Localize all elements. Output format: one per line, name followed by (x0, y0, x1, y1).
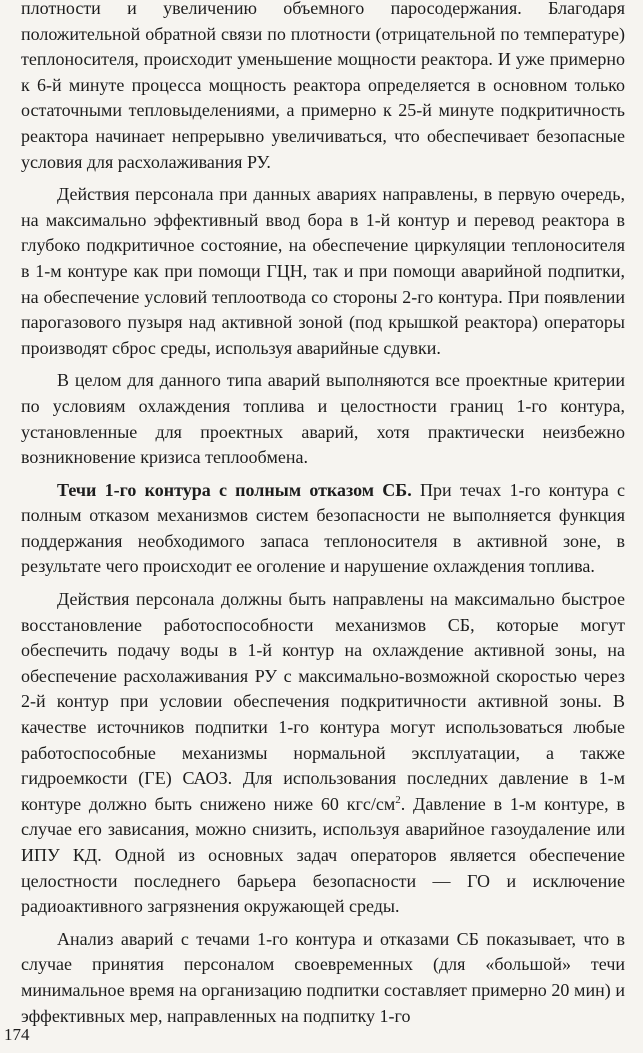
paragraph-4 (21, 478, 625, 580)
paragraph-5 (21, 587, 625, 920)
paragraph-2 (21, 182, 625, 361)
paragraph-5-text-after: . Давление в 1-м контуре, в случае его зависания, можно снизить, используя аварийное газоудаление или ИПУ КД. Одной из основных задач операторов является обеспечение целостности последнего барьера безопасности — ГО и исключение радиоактивного загрязнения окружающей среды. (21, 793, 625, 917)
section-heading-inline: Течи 1-го контура с полным отказом СБ. (57, 479, 412, 500)
paragraph-1-text: плотности и увеличению объемного паросодержания. Благодаря положительной обратной связи по плотности (отрицательной по температуре) теплоносителя, происходит уменьшение мощности реактора. И уже примерно к 6-й минуте процесса мощность реактора определяется в основном только остаточными тепловыделениями, а примерно к 25-й минуте подкритичность реактора начинает непрерывно увеличиваться, что обеспечивает безопасные условия для расхолаживания РУ. (21, 0, 625, 172)
superscript-2: 2 (395, 793, 401, 806)
paragraph-3-text: В целом для данного типа аварий выполняются все проектные критерии по условиям охлаждения топлива и целостности границ 1-го контура, установленные для проектных аварий, хотя практически неизбежно возникновение кризиса теплообмена. (21, 370, 625, 468)
paragraph-6 (21, 927, 625, 1029)
body-text (21, 0, 625, 1029)
paragraph-1 (21, 0, 625, 175)
paragraph-5-text: Действия персонала должны быть направлены на максимально быстрое восстановление работоспособности механизмов СБ, которые могут обеспечить подачу воды в 1-й контур на охлаждение активной зоны, на обеспечение расхолаживания РУ с максимально-возможной скоростью через 2-й контур при условии обеспечения подкритичности активной зоны. В качестве источников подпитки 1-го контура могут использоваться любые работоспособные механизмы нормальной эксплуатации, а также гидроемкости (ГЕ) САОЗ. Для использования последних давление в 1-м контуре должно быть снижено ниже 60 кгс/см (21, 589, 625, 814)
paragraph-3 (21, 368, 625, 470)
paragraph-4-text: При течах 1-го контура с полным отказом механизмов систем безопасности не выполняется функция поддержания необходимого запаса теплоносителя в активной зоне, в результате чего происходит ее оголение и нарушение охлаждения топлива. (21, 479, 625, 577)
paragraph-2-text: Действия персонала при данных авариях направлены, в первую очередь, на максимально эффективный ввод бора в 1-й контур и перевод реактора в глубоко подкритичное состояние, на обеспечение циркуляции теплоносителя в 1-м контуре как при помощи ГЦН, так и при помощи аварийной подпитки, на обеспечение условий теплоотвода со стороны 2-го контура. При появлении парогазового пузыря над активной зоной (под крышкой реактора) операторы производят сброс среды, используя аварийные сдувки. (21, 184, 625, 358)
page-number: 174 (4, 1025, 30, 1044)
paragraph-6-text: Анализ аварий с течами 1-го контура и отказами СБ показывает, что в случае принятия персоналом своевременных (для «большой» течи минимальное время на организацию подпитки составляет примерно 20 мин) и эффективных мер, направленных на подпитку 1-го (21, 928, 625, 1026)
